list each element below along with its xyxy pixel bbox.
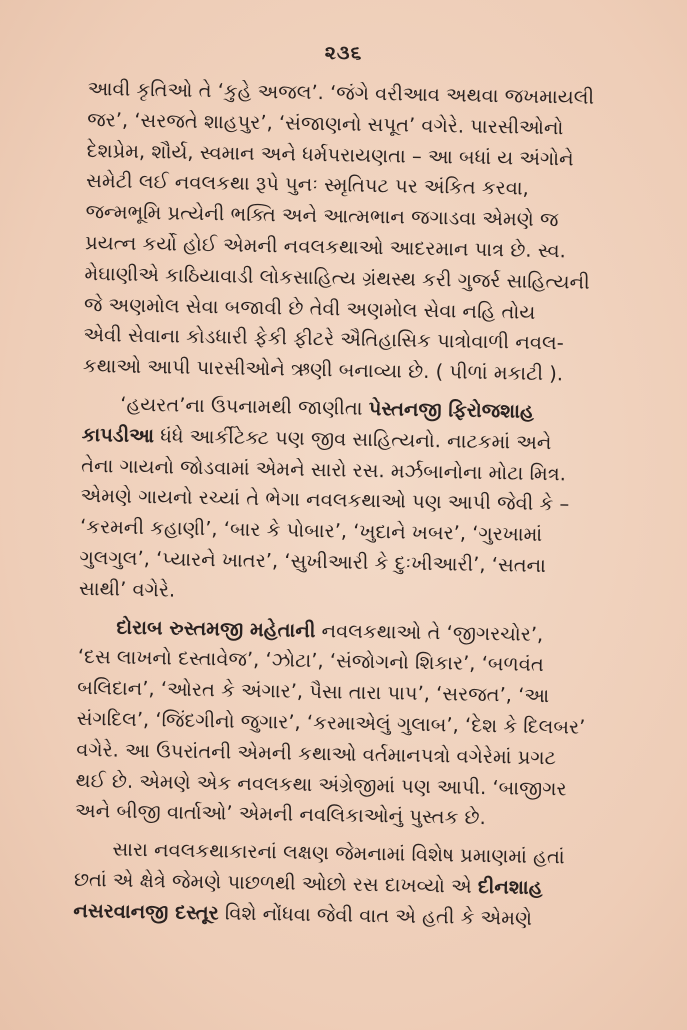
line-text: સમેટી લઈ નવલકથા રૂપે પુનઃ સ્મૃતિપટ પર અંકિત કરવા, bbox=[85, 169, 530, 201]
line-text: ધંધે આર્કીટેક્ટ પણ જીવ સાહિત્યનો. નાટકમાં અને bbox=[153, 423, 552, 454]
line-text: જર’, ‘સરજતે શાહપુર’, ‘સંજાણનો સપૂત’ વગેરે. પારસીઓનો bbox=[87, 107, 564, 140]
line-text: ‘દસ લાખનો દસ્તાવેજ’, ‘ઝોટા’, ‘સંજોગનો શિકાર’, ‘બળવંત bbox=[77, 645, 545, 677]
line-text: ગુલગુલ’, ‘પ્યારને ખાતર’, ‘સુખીઆરી કે દુઃખીઆરી’, ‘સતના bbox=[79, 545, 547, 578]
line-text: તેના ગાયનો જોડવામાં એમને સારો રસ. મર્ઝબાનોના મોટા મિત્ર. bbox=[80, 453, 567, 485]
line-text: ‘કરમની કહાણી’, ‘બાર કે પોબાર’, ‘ખુદાને ખબર’, ‘ગુરખામાં bbox=[79, 515, 543, 547]
line-text: બલિદાન’, ‘ઓરત કે અંગાર’, પૈસા તારા પાપ’, ‘સરજત’, ‘આ bbox=[77, 676, 550, 708]
line-text: એવી સેવાના કોડધારી ફેકી ફીટરે ઐતિહાસિક પાત્રોવાળી નવલ- bbox=[83, 323, 564, 355]
body-text bbox=[73, 74, 606, 935]
line-text: પ્રયત્ન કર્યો હોઈ એમની નવલકથાઓ આદરમાન પાત્ર છે. સ્વ. bbox=[84, 230, 567, 263]
bold-name: પેસ્તનજી ફિરોજશાહ bbox=[368, 396, 535, 423]
bold-name: નસરવાનજી દસ્તૂર bbox=[73, 898, 219, 925]
line-text: અને બીજી વાર્તાઓ’ એમની નવલિકાઓનું પુસ્તક છે. bbox=[74, 799, 486, 830]
bold-name: કાપડીઆ bbox=[81, 422, 155, 447]
line-text: કથાઓ આપી પારસીઓને ઋણી બનાવ્યા છે. ( પીળાં મકાટી ). bbox=[82, 354, 564, 386]
line-text: વગેરે. આ ઉપરાંતની એમની કથાઓ વર્તમાનપત્રો વગેરેમાં પ્રગટ bbox=[76, 737, 557, 770]
line-text: થઈ છે. એમણે એક નવલકથા અંગ્રેજીમાં પણ આપી. ‘બાજીગર bbox=[75, 768, 567, 800]
line-text: દેશપ્રેમ, શૌર્ય, સ્વમાન અને ધર્મપરાયણતા – આ બધાં ય અંગોને bbox=[86, 138, 574, 171]
line-text: સારા નવલકથાકારનાં લક્ષણ જેમનામાં વિશેષ પ્રમાણમાં હતાં bbox=[112, 837, 565, 869]
bold-name: દીનશાહ bbox=[477, 874, 543, 899]
line-text: મેઘાણીએ કાઠિયાવાડી લોકસાહિત્ય ગ્રંથસ્થ કરી ગુજર્ર સાહિત્યની bbox=[84, 261, 590, 294]
line-text: એમણે ગાયનો રચ્યાં તે ભેગા નવલકથાઓ પણ આપી જેવી કે – bbox=[80, 484, 570, 516]
line-text: આવી કૃતિઓ તે ‘કુહે અજલ’. ‘જંગે વરીઆવ અથવા જખમાયલી bbox=[87, 76, 595, 109]
line-text: સંગદિલ’, ‘જિંદગીનો જુગાર’, ‘કરમાએલું ગુલાબ’, ‘દેશ કે દિલબર’ bbox=[76, 706, 586, 739]
bold-name: દોરાબ રુસ્તમજી મહેતાની bbox=[116, 615, 316, 642]
line-text: જે અણમોલ સેવા બજાવી છે તેવી અણમોલ સેવા નહિ તોય bbox=[83, 292, 536, 324]
line-text: ‘હયરત’ના ઉપનામથી જાણીતા bbox=[120, 392, 369, 420]
page-number: ૨૩૬ bbox=[324, 42, 363, 64]
line-text: સાથી’ વગેરે. bbox=[78, 576, 176, 602]
line-text: વિશે નોંધવા જેવી વાત એ હતી કે એમણે bbox=[218, 901, 533, 930]
line-text: છતાં એ ક્ષેત્રે જેમણે પાછળથી ઓછો રસ દાખવ્યો એ bbox=[73, 867, 479, 898]
line-text: જન્મભૂમિ પ્રત્યેની ભક્તિ અને આત્મભાન જગાડવા એમણે જ bbox=[85, 200, 559, 232]
line-text: નવલકથાઓ તે ‘જીગરચોર’, bbox=[315, 618, 544, 646]
